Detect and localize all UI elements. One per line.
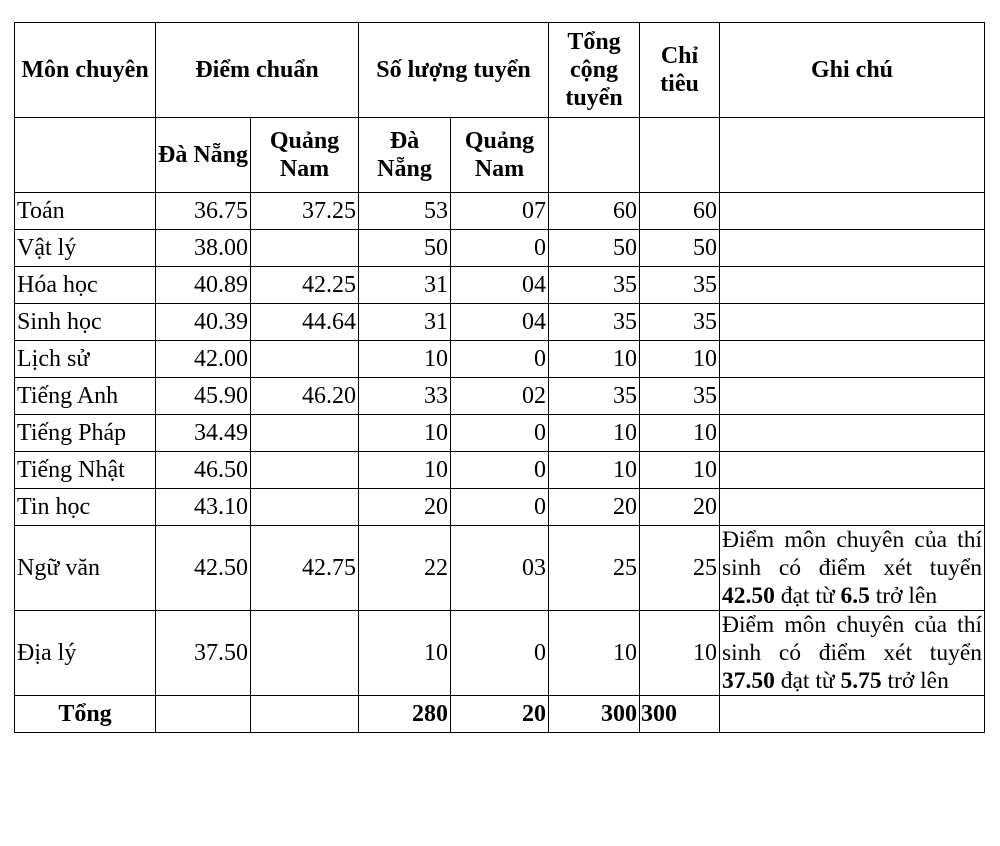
table-row-ngu-van	[15, 526, 985, 611]
header-chi-tieu: Chỉ tiêu	[640, 23, 720, 118]
header-empty	[15, 118, 156, 193]
chi-tieu-cell: 25	[640, 526, 720, 611]
diem-da-nang-cell: 43.10	[156, 489, 251, 526]
diem-da-nang-cell: 46.50	[156, 452, 251, 489]
sl-quang-nam-cell: 02	[451, 378, 549, 415]
subject-cell: Vật lý	[15, 230, 156, 267]
diem-da-nang-cell: 42.00	[156, 341, 251, 378]
diem-quang-nam-cell	[251, 611, 359, 696]
sl-da-nang-cell: 10	[359, 415, 451, 452]
tong-cong-cell: 10	[549, 415, 640, 452]
table-row-total	[15, 696, 985, 733]
tong-cong-cell: 10	[549, 611, 640, 696]
total-sl-quang-nam: 20	[451, 696, 549, 733]
tong-cong-cell: 10	[549, 341, 640, 378]
ghi-chu-cell	[720, 267, 985, 304]
subject-cell: Tiếng Pháp	[15, 415, 156, 452]
header-tong-cong-tuyen: Tổng cộng tuyển	[549, 23, 640, 118]
sl-quang-nam-cell: 0	[451, 230, 549, 267]
sl-da-nang-cell: 31	[359, 267, 451, 304]
diem-quang-nam-cell: 46.20	[251, 378, 359, 415]
note-min-score: 5.75	[840, 668, 882, 694]
subject-cell: Địa lý	[15, 611, 156, 696]
chi-tieu-cell: 10	[640, 415, 720, 452]
subject-cell: Tiếng Nhật	[15, 452, 156, 489]
tong-cong-cell: 35	[549, 267, 640, 304]
diem-quang-nam-cell	[251, 230, 359, 267]
diem-da-nang-cell: 38.00	[156, 230, 251, 267]
subject-cell: Tin học	[15, 489, 156, 526]
diem-quang-nam-cell: 42.75	[251, 526, 359, 611]
diem-quang-nam-cell	[251, 341, 359, 378]
diem-quang-nam-cell: 44.64	[251, 304, 359, 341]
tong-cong-cell: 50	[549, 230, 640, 267]
total-sl-da-nang: 280	[359, 696, 451, 733]
diem-da-nang-cell: 42.50	[156, 526, 251, 611]
sl-quang-nam-cell: 04	[451, 267, 549, 304]
table-row	[15, 415, 985, 452]
diem-da-nang-cell: 40.89	[156, 267, 251, 304]
total-tong-cong: 300	[549, 696, 640, 733]
admission-score-table	[14, 22, 985, 733]
sl-quang-nam-cell: 0	[451, 489, 549, 526]
table-row	[15, 193, 985, 230]
table-row-dia-ly	[15, 611, 985, 696]
subject-cell: Ngữ văn	[15, 526, 156, 611]
sl-quang-nam-cell: 0	[451, 452, 549, 489]
ghi-chu-cell	[720, 304, 985, 341]
chi-tieu-cell: 50	[640, 230, 720, 267]
sl-da-nang-cell: 10	[359, 341, 451, 378]
sl-da-nang-cell: 50	[359, 230, 451, 267]
tong-cong-cell: 25	[549, 526, 640, 611]
subject-cell: Toán	[15, 193, 156, 230]
sl-da-nang-cell: 33	[359, 378, 451, 415]
sl-quang-nam-cell: 0	[451, 611, 549, 696]
diem-da-nang-cell: 37.50	[156, 611, 251, 696]
note-text: Điểm môn chuyên của thí sinh có điểm xét tuyển	[722, 527, 982, 581]
table-row	[15, 341, 985, 378]
header-mon-chuyen: Môn chuyên	[15, 23, 156, 118]
diem-da-nang-cell: 34.49	[156, 415, 251, 452]
chi-tieu-cell: 35	[640, 267, 720, 304]
sl-quang-nam-cell: 07	[451, 193, 549, 230]
header-empty	[720, 118, 985, 193]
sl-da-nang-cell: 53	[359, 193, 451, 230]
diem-da-nang-cell: 36.75	[156, 193, 251, 230]
diem-quang-nam-cell	[251, 415, 359, 452]
diem-quang-nam-cell: 42.25	[251, 267, 359, 304]
note-text: Điểm môn chuyên của thí sinh có điểm xét tuyển	[722, 612, 982, 666]
diem-da-nang-cell: 45.90	[156, 378, 251, 415]
table-row	[15, 304, 985, 341]
header-diem-chuan: Điểm chuẩn	[156, 23, 359, 118]
ghi-chu-cell	[720, 489, 985, 526]
sl-da-nang-cell: 10	[359, 452, 451, 489]
note-min-score: 6.5	[840, 583, 870, 609]
note-text: đạt từ	[774, 583, 841, 609]
sl-quang-nam-cell: 03	[451, 526, 549, 611]
ghi-chu-cell	[720, 378, 985, 415]
table-row	[15, 489, 985, 526]
table-row	[15, 267, 985, 304]
tong-cong-cell: 60	[549, 193, 640, 230]
header-so-luong-tuyen: Số lượng tuyển	[359, 23, 549, 118]
tong-cong-cell: 35	[549, 304, 640, 341]
note-score: 42.50	[722, 583, 775, 609]
sl-quang-nam-cell: 0	[451, 415, 549, 452]
chi-tieu-cell: 10	[640, 341, 720, 378]
tong-cong-cell: 10	[549, 452, 640, 489]
empty-cell	[720, 696, 985, 733]
empty-cell	[251, 696, 359, 733]
header-empty	[640, 118, 720, 193]
tong-cong-cell: 35	[549, 378, 640, 415]
ghi-chu-cell	[720, 415, 985, 452]
ghi-chu-cell	[720, 341, 985, 378]
empty-cell	[156, 696, 251, 733]
header-diem-quang-nam: Quảng Nam	[251, 118, 359, 193]
header-empty	[549, 118, 640, 193]
ghi-chu-cell	[720, 526, 985, 611]
subject-cell: Hóa học	[15, 267, 156, 304]
ghi-chu-cell	[720, 452, 985, 489]
sl-da-nang-cell: 31	[359, 304, 451, 341]
subject-cell: Lịch sử	[15, 341, 156, 378]
table-row	[15, 452, 985, 489]
table-row	[15, 378, 985, 415]
chi-tieu-cell: 35	[640, 378, 720, 415]
diem-da-nang-cell: 40.39	[156, 304, 251, 341]
chi-tieu-cell: 10	[640, 452, 720, 489]
chi-tieu-cell: 20	[640, 489, 720, 526]
total-label: Tổng	[15, 696, 156, 733]
note-text: đạt từ	[774, 668, 841, 694]
sl-da-nang-cell: 10	[359, 611, 451, 696]
header-diem-da-nang: Đà Nẵng	[156, 118, 251, 193]
note-score: 37.50	[722, 668, 775, 694]
tong-cong-cell: 20	[549, 489, 640, 526]
header-sl-quang-nam: Quảng Nam	[451, 118, 549, 193]
diem-quang-nam-cell: 37.25	[251, 193, 359, 230]
sl-da-nang-cell: 22	[359, 526, 451, 611]
ghi-chu-cell	[720, 611, 985, 696]
chi-tieu-cell: 10	[640, 611, 720, 696]
diem-quang-nam-cell	[251, 452, 359, 489]
total-chi-tieu: 300	[640, 696, 720, 733]
sl-quang-nam-cell: 0	[451, 341, 549, 378]
diem-quang-nam-cell	[251, 489, 359, 526]
chi-tieu-cell: 60	[640, 193, 720, 230]
ghi-chu-cell	[720, 230, 985, 267]
sl-quang-nam-cell: 04	[451, 304, 549, 341]
subject-cell: Tiếng Anh	[15, 378, 156, 415]
note-text: trở lên	[869, 583, 938, 609]
sl-da-nang-cell: 20	[359, 489, 451, 526]
header-ghi-chu: Ghi chú	[720, 23, 985, 118]
subject-cell: Sinh học	[15, 304, 156, 341]
chi-tieu-cell: 35	[640, 304, 720, 341]
table-row	[15, 230, 985, 267]
ghi-chu-cell	[720, 193, 985, 230]
note-text: trở lên	[881, 668, 949, 694]
header-sl-da-nang: Đà Nẵng	[359, 118, 451, 193]
